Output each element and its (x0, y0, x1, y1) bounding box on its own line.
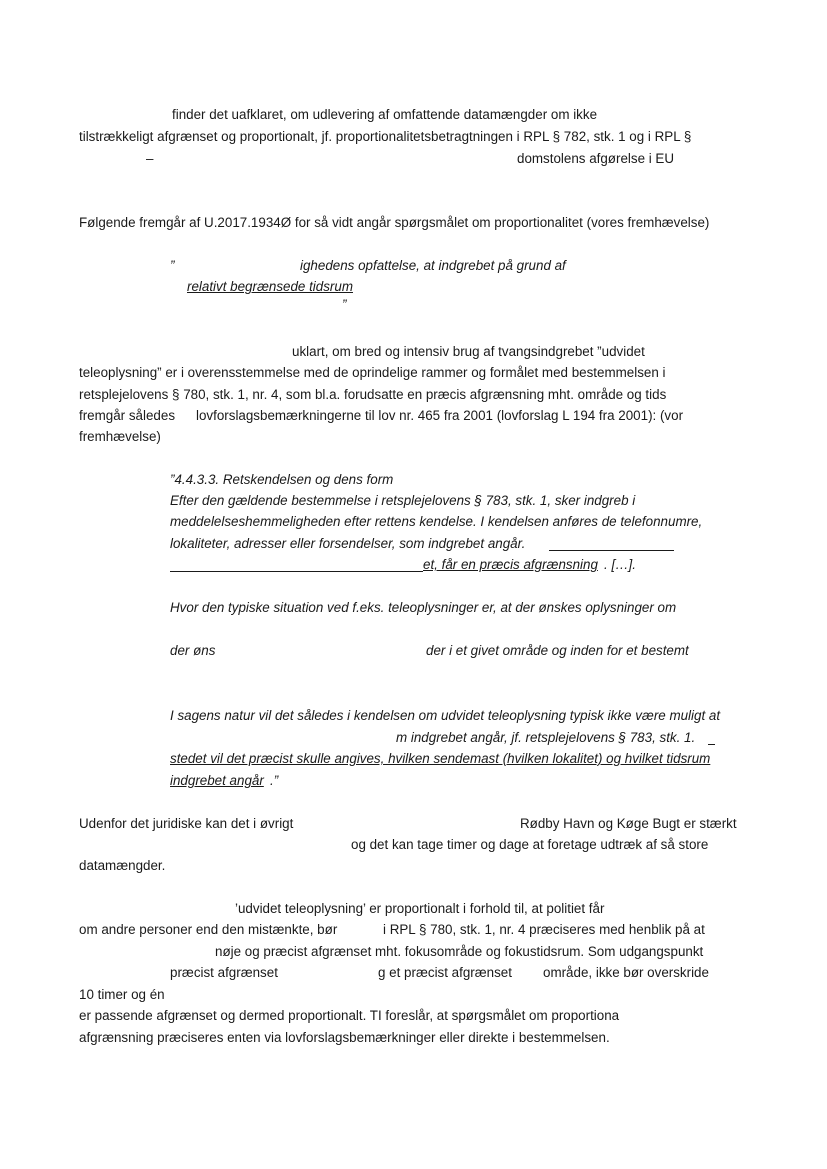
para2-line1: Følgende fremgår af U.2017.1934Ø for så vidt angår spørgsmålet om proportionalitet (vores fremhævelse) (79, 215, 710, 230)
para3-line4a: fremgår således (79, 408, 176, 423)
quote2-line3: lokaliteter, adresser eller forsendelser, som indgrebet angår. (170, 536, 526, 551)
quote2-line4: et, får en præcis afgrænsning (423, 557, 598, 572)
quote2-line7: I sagens natur vil det således i kendelsen om udvidet teleoplysning typisk ikke være muligt at (170, 708, 721, 723)
para1-line2: tilstrækkeligt afgrænset og proportionalt, jf. proportionalitetsbetragtningen i RPL § 782, stk. 1 og i RPL § (79, 129, 692, 144)
para4-line1a: Udenfor det juridiske kan det i øvrigt (79, 816, 294, 831)
para3-line4b: lovforslagsbemærkningerne til lov nr. 465 fra 2001 (lovforslag L 194 fra 2001): (vor (196, 408, 684, 423)
quote2-line10: indgrebet angår (170, 773, 264, 788)
quote2-line8: m indgrebet angår, jf. retsplejelovens § 783, stk. 1. (396, 730, 696, 745)
quote2-line2: meddelelseshemmeligheden efter rettens kendelse. I kendelsen anføres de telefonnumre, (170, 514, 703, 529)
para5-line4a: præcist afgrænset (170, 965, 278, 980)
para4-line1b: Rødby Havn og Køge Bugt er stærkt (520, 816, 737, 831)
para3-line3: retsplejelovens § 780, stk. 1, nr. 4, som bl.a. forudsatte en præcis afgrænsning mht. område og tids (79, 387, 667, 402)
quote2-line4-end: . […]. (604, 557, 636, 572)
redaction-underline (170, 571, 423, 572)
quote1-line2: relativt begrænsede tidsrum (187, 279, 353, 294)
redaction-underline (708, 744, 715, 745)
para5-line4c: område, ikke bør overskride (543, 965, 709, 980)
para5-line3: nøje og præcist afgrænset mht. fokusområde og fokustidsrum. Som udgangspunkt (215, 944, 704, 959)
para1-dash: – (146, 151, 154, 166)
para3-line1: uklart, om bred og intensiv brug af tvangsindgrebet ”udvidet (292, 344, 645, 359)
quote2-line1: Efter den gældende bestemmelse i retsplejelovens § 783, stk. 1, sker indgreb i (170, 493, 636, 508)
quote2-line6a: der øns (170, 643, 216, 658)
para4-line3: datamængder. (79, 858, 166, 873)
quote2-line5: Hvor den typiske situation ved f.eks. teleoplysninger er, at der ønskes oplysninger om (170, 600, 677, 615)
para1-line3: domstolens afgørelse i EU (517, 151, 675, 166)
para1-line1: finder det uafklaret, om udlevering af omfattende datamængder om ikke (172, 107, 598, 122)
para4-line2: og det kan tage timer og dage at foretage udtræk af så store (351, 837, 709, 852)
para3-line5: fremhævelse) (79, 429, 161, 444)
quote1-open-mark: ” (170, 258, 175, 273)
redaction-underline (549, 550, 674, 551)
para5-line1: ’udvidet teleoplysning’ er proportionalt i forhold til, at politiet får (235, 901, 605, 916)
quote2-line6b: der i et givet område og inden for et bestemt (426, 643, 689, 658)
para5-line2b: i RPL § 780, stk. 1, nr. 4 præciseres med henblik på at (383, 922, 705, 937)
para5-line2a: om andre personer end den mistænkte, bør (79, 922, 338, 937)
para3-line2: teleoplysning” er i overensstemmelse med de oprindelige rammer og formålet med bestemmelsen i (79, 365, 666, 380)
para5-line4b: g et præcist afgrænset (378, 965, 512, 980)
quote2-heading: ”4.4.3.3. Retskendelsen og dens form (170, 472, 394, 487)
quote2-line10-end: .” (270, 773, 279, 788)
quote1-close-mark: ” (342, 297, 347, 312)
quote1-line1: ighedens opfattelse, at indgrebet på grund af (300, 258, 566, 273)
para5-line6: er passende afgrænset og dermed proportionalt. TI foreslår, at spørgsmålet om proportiona (79, 1008, 620, 1023)
para5-line7: afgrænsning præciseres enten via lovforslagsbemærkninger eller direkte i bestemmelsen. (79, 1030, 610, 1045)
para5-line5: 10 timer og én (79, 987, 165, 1002)
quote2-line9: stedet vil det præcist skulle angives, hvilken sendemast (hvilken lokalitet) og hvilket tidsrum (170, 751, 711, 766)
